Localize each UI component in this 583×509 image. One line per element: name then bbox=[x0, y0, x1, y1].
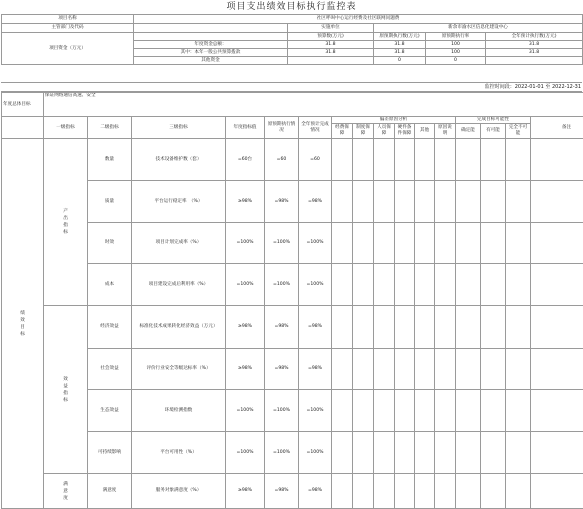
empty-cell bbox=[506, 349, 531, 390]
header-level1: 一级指标 bbox=[44, 117, 88, 139]
funds-cell: 100 bbox=[426, 49, 486, 57]
header-comp-possible: 有可能 bbox=[481, 124, 506, 139]
table-row bbox=[2, 390, 583, 432]
funds-header-year: 全年预计执行数(万元) bbox=[486, 33, 583, 41]
empty-cell bbox=[531, 474, 583, 509]
empty-cell bbox=[506, 223, 531, 264]
indicator-table bbox=[1, 92, 583, 509]
empty-cell bbox=[531, 223, 583, 264]
funds-cell: 31.8 bbox=[288, 49, 374, 57]
empty-cell bbox=[456, 306, 481, 349]
estimate-cell: =100% bbox=[299, 264, 332, 306]
level2-cell: 质量 bbox=[88, 181, 132, 223]
funds-cell bbox=[288, 57, 374, 65]
level2-cell: 可持续影响 bbox=[88, 432, 132, 474]
funds-cell: 31.8 bbox=[288, 41, 374, 49]
estimate-cell: =98% bbox=[299, 349, 332, 390]
expected-cell: =60 bbox=[265, 139, 299, 181]
funds-label: 项目资金（万元） bbox=[2, 33, 134, 65]
empty-cell bbox=[531, 390, 583, 432]
funds-cell: 0 bbox=[426, 57, 486, 65]
header-comp-certain: 确定能 bbox=[456, 124, 481, 139]
empty-cell bbox=[506, 390, 531, 432]
funds-header-expected: 原预期执行数(万元) bbox=[374, 33, 426, 41]
expected-cell: =98% bbox=[265, 474, 299, 509]
level1-cell: 满意度 bbox=[44, 474, 88, 509]
empty-cell bbox=[415, 139, 435, 181]
table-row bbox=[2, 432, 583, 474]
empty-cell bbox=[435, 223, 456, 264]
period-label: 监控时间段： bbox=[485, 84, 515, 90]
funds-header-blank bbox=[134, 33, 288, 41]
level3-cell: 标准化技术成果转化经济效益（万元） bbox=[132, 306, 226, 349]
empty-cell bbox=[332, 349, 353, 390]
level2-cell: 社会效益 bbox=[88, 349, 132, 390]
empty-cell bbox=[506, 181, 531, 223]
empty-cell bbox=[456, 139, 481, 181]
annual-value-cell: =60台 bbox=[226, 139, 265, 181]
empty-cell bbox=[506, 139, 531, 181]
level1-cell: 效益指标 bbox=[44, 306, 88, 474]
empty-cell bbox=[353, 264, 374, 306]
empty-cell bbox=[353, 390, 374, 432]
empty-cell bbox=[531, 181, 583, 223]
empty-cell bbox=[353, 223, 374, 264]
header-dev-hardware: 硬件条件保障 bbox=[395, 124, 415, 139]
level3-cell: 评价行业安全等级达标率（%） bbox=[132, 349, 226, 390]
expected-cell: =100% bbox=[265, 264, 299, 306]
empty-cell bbox=[415, 306, 435, 349]
funds-cell: 31.8 bbox=[486, 41, 583, 49]
empty-cell bbox=[395, 223, 415, 264]
header-dev-other: 其他 bbox=[415, 124, 435, 139]
header-year-estimate: 全年预计完成情况 bbox=[299, 117, 332, 139]
estimate-cell: =100% bbox=[299, 390, 332, 432]
empty-cell bbox=[481, 306, 506, 349]
funds-row-label: 其中：本年一般公共预算拨款 bbox=[134, 49, 288, 57]
empty-cell bbox=[332, 432, 353, 474]
estimate-cell: =98% bbox=[299, 181, 332, 223]
empty-cell bbox=[353, 474, 374, 509]
empty-cell bbox=[374, 264, 395, 306]
empty-cell bbox=[332, 306, 353, 349]
estimate-cell: =98% bbox=[299, 474, 332, 509]
empty-cell bbox=[374, 306, 395, 349]
expected-cell: =98% bbox=[265, 181, 299, 223]
empty-cell bbox=[506, 432, 531, 474]
level2-cell: 成本 bbox=[88, 264, 132, 306]
estimate-cell: =60 bbox=[299, 139, 332, 181]
empty-cell bbox=[353, 139, 374, 181]
empty-cell bbox=[506, 474, 531, 509]
dept-label: 主管部门及代码 bbox=[2, 24, 134, 33]
table-row bbox=[2, 474, 583, 509]
empty-cell bbox=[456, 474, 481, 509]
empty-cell bbox=[456, 264, 481, 306]
empty-cell bbox=[332, 474, 353, 509]
level2-cell: 生态效益 bbox=[88, 390, 132, 432]
table-row bbox=[2, 264, 583, 306]
page-title: 项目支出绩效目标执行监控表 bbox=[0, 0, 583, 14]
level3-cell: 平台可用性（%） bbox=[132, 432, 226, 474]
annual-value-cell: ≥98% bbox=[226, 474, 265, 509]
table-row bbox=[2, 306, 583, 349]
header-complete: 完成目标可能性 bbox=[456, 117, 531, 124]
level2-cell: 数量 bbox=[88, 139, 132, 181]
funds-row-label: 其他资金 bbox=[134, 57, 288, 65]
empty-cell bbox=[481, 139, 506, 181]
project-info-table bbox=[1, 14, 583, 65]
table-row bbox=[2, 181, 583, 223]
empty-cell bbox=[481, 264, 506, 306]
level3-cell: 平台运行稳定率 （%） bbox=[132, 181, 226, 223]
annual-value-cell: ≥98% bbox=[226, 349, 265, 390]
header-level2: 二级指标 bbox=[88, 117, 132, 139]
level3-cell: 服务对象满意度（%） bbox=[132, 474, 226, 509]
empty-cell bbox=[395, 306, 415, 349]
empty-cell bbox=[395, 181, 415, 223]
empty-cell bbox=[456, 349, 481, 390]
empty-cell bbox=[415, 264, 435, 306]
empty-cell bbox=[435, 181, 456, 223]
table-row bbox=[2, 349, 583, 390]
empty-cell bbox=[531, 306, 583, 349]
empty-cell bbox=[435, 264, 456, 306]
funds-cell: 31.8 bbox=[374, 49, 426, 57]
empty-cell bbox=[374, 432, 395, 474]
empty-cell bbox=[435, 139, 456, 181]
empty-cell bbox=[332, 390, 353, 432]
annual-value-cell: ≥98% bbox=[226, 306, 265, 349]
empty-cell bbox=[353, 349, 374, 390]
empty-cell bbox=[481, 432, 506, 474]
empty-cell bbox=[415, 390, 435, 432]
expected-cell: =100% bbox=[265, 432, 299, 474]
empty-cell bbox=[374, 349, 395, 390]
annual-value-cell: =100% bbox=[226, 223, 265, 264]
level3-cell: 项目建设完成后利用率（%） bbox=[132, 264, 226, 306]
estimate-cell: =100% bbox=[299, 432, 332, 474]
header-remark: 备注 bbox=[531, 117, 583, 139]
estimate-cell: =98% bbox=[299, 306, 332, 349]
period-value: 2022-01-01 至 2022-12-31 bbox=[515, 84, 581, 90]
funds-row-label: 年度资金总额： bbox=[134, 41, 288, 49]
empty-cell bbox=[456, 390, 481, 432]
level3-cell: 项目计划完成率（%） bbox=[132, 223, 226, 264]
annual-value-cell: =100% bbox=[226, 390, 265, 432]
empty-cell bbox=[332, 139, 353, 181]
empty-cell bbox=[374, 139, 395, 181]
empty-cell bbox=[435, 432, 456, 474]
expected-cell: =100% bbox=[265, 390, 299, 432]
empty-cell bbox=[374, 474, 395, 509]
annual-goal-label: 年度总体目标 bbox=[2, 93, 44, 117]
empty-cell bbox=[395, 432, 415, 474]
funds-header-budget: 预算数(万元) bbox=[288, 33, 374, 41]
level1-cell: 产出指标 bbox=[44, 139, 88, 306]
dept-value bbox=[134, 24, 288, 33]
empty-cell bbox=[395, 139, 415, 181]
annual-value-cell: =100% bbox=[226, 264, 265, 306]
empty-cell bbox=[353, 306, 374, 349]
header-annual-value: 年度指标值 bbox=[226, 117, 265, 139]
impl-unit-label: 实施单位 bbox=[288, 24, 374, 33]
header-deviation: 偏差原因分析 bbox=[332, 117, 456, 124]
empty-cell bbox=[332, 264, 353, 306]
funds-cell: 31.8 bbox=[486, 49, 583, 57]
table-row bbox=[2, 139, 583, 181]
empty-cell bbox=[481, 181, 506, 223]
project-name-value: 社区呼叫中心运行经费及社区联网问题费 bbox=[134, 15, 583, 24]
empty-cell bbox=[435, 390, 456, 432]
empty-cell bbox=[531, 139, 583, 181]
level3-cell: 环境检测指数 bbox=[132, 390, 226, 432]
side-label: 绩效目标 bbox=[2, 139, 44, 509]
empty-cell bbox=[353, 432, 374, 474]
funds-cell: 0 bbox=[374, 57, 426, 65]
project-name-label: 项目名称 bbox=[2, 15, 134, 24]
empty-cell bbox=[481, 223, 506, 264]
empty-cell bbox=[531, 432, 583, 474]
empty-cell bbox=[395, 474, 415, 509]
empty-cell bbox=[456, 181, 481, 223]
expected-cell: =98% bbox=[265, 349, 299, 390]
header-level3: 三级指标 bbox=[132, 117, 226, 139]
empty-cell bbox=[415, 474, 435, 509]
empty-cell bbox=[506, 306, 531, 349]
table-row bbox=[2, 223, 583, 264]
empty-cell bbox=[374, 390, 395, 432]
empty-cell bbox=[395, 390, 415, 432]
header-comp-impossible: 完全不可能 bbox=[506, 124, 531, 139]
annual-value-cell: ≥98% bbox=[226, 181, 265, 223]
empty-cell bbox=[415, 349, 435, 390]
empty-cell bbox=[456, 223, 481, 264]
empty-cell bbox=[415, 223, 435, 264]
impl-unit-value: 新余市渝水区信息化建设中心 bbox=[374, 24, 583, 33]
empty-cell bbox=[531, 264, 583, 306]
estimate-cell: =100% bbox=[299, 223, 332, 264]
level2-cell: 满意度 bbox=[88, 474, 132, 509]
expected-cell: =100% bbox=[265, 223, 299, 264]
funds-cell bbox=[486, 57, 583, 65]
empty-cell bbox=[415, 432, 435, 474]
empty-cell bbox=[481, 474, 506, 509]
annual-value-cell: =100% bbox=[226, 432, 265, 474]
monitor-period bbox=[485, 83, 581, 91]
empty-cell bbox=[374, 223, 395, 264]
empty-cell bbox=[481, 349, 506, 390]
header-dev-funding: 经费保障 bbox=[332, 124, 353, 139]
empty-cell bbox=[435, 349, 456, 390]
empty-cell bbox=[374, 181, 395, 223]
level2-cell: 经济效益 bbox=[88, 306, 132, 349]
empty-cell bbox=[531, 349, 583, 390]
empty-cell bbox=[332, 223, 353, 264]
header-dev-explain: 原因说明 bbox=[435, 124, 456, 139]
annual-goal-value: 保证网络通信高速、安全 bbox=[44, 93, 583, 117]
empty-cell bbox=[395, 264, 415, 306]
level2-cell: 时效 bbox=[88, 223, 132, 264]
header-dev-staff: 人员保障 bbox=[374, 124, 395, 139]
empty-cell bbox=[415, 181, 435, 223]
empty-cell bbox=[395, 349, 415, 390]
funds-cell: 31.8 bbox=[374, 41, 426, 49]
empty-cell bbox=[506, 264, 531, 306]
empty-cell bbox=[456, 432, 481, 474]
table-header-blank bbox=[2, 117, 44, 139]
funds-header-rate: 原预期执行率 bbox=[426, 33, 486, 41]
empty-cell bbox=[435, 474, 456, 509]
header-expected: 原预期执行情况 bbox=[265, 117, 299, 139]
empty-cell bbox=[353, 181, 374, 223]
header-dev-system: 制度保障 bbox=[353, 124, 374, 139]
level3-cell: 技术设备维护数（套） bbox=[132, 139, 226, 181]
empty-cell bbox=[481, 390, 506, 432]
expected-cell: =98% bbox=[265, 306, 299, 349]
empty-cell bbox=[332, 181, 353, 223]
funds-cell: 100 bbox=[426, 41, 486, 49]
empty-cell bbox=[435, 306, 456, 349]
